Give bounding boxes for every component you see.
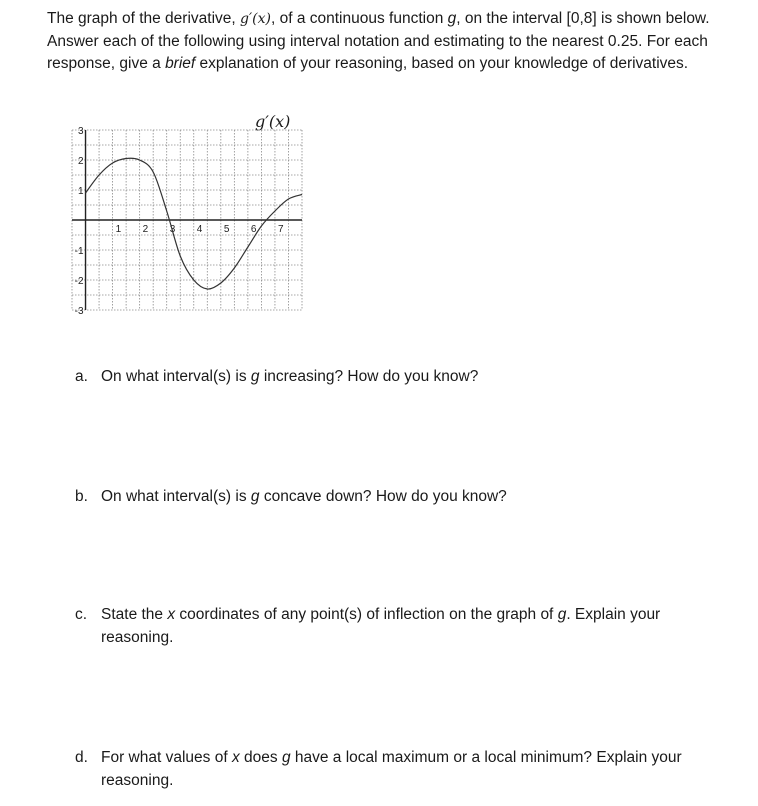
question-a-label: a. [75,368,88,385]
y-tick-label: 2 [77,156,84,167]
y-tick-label: -2 [74,276,84,287]
x-tick-label: 5 [223,224,230,235]
question-b-text: On what interval(s) is g concave down? How do you know? [101,488,507,505]
x-tick-label: 3 [169,224,176,235]
function-g: g [447,10,457,27]
y-tick-label: 3 [77,126,84,137]
derivative-notation: g′(x) [240,11,271,27]
intro-text-2: , of a continuous function [270,10,444,27]
y-tick-label: 1 [77,186,84,197]
problem-intro [47,8,747,76]
y-tick-label: -3 [74,306,84,317]
question-b-label: b. [75,488,88,505]
x-tick-label: 4 [196,224,203,235]
brief-emphasis: brief [165,55,196,72]
question-c-text: State the x coordinates of any point(s) of inflection on the graph of g. Explain your reasoning. [101,606,661,646]
x-tick-label: 2 [142,224,149,235]
intro-text-4: explanation of your reasoning, based on your knowledge of derivatives. [199,55,689,72]
question-a-text: On what interval(s) is g increasing? How do you know? [101,368,479,385]
x-tick-label: 1 [115,224,122,235]
intro-text-1: The graph of the derivative, [47,10,236,27]
question-c-label: c. [75,606,88,623]
question-d-label: d. [75,749,88,766]
chart-title: g′(x) [255,112,291,131]
x-tick-label: 6 [250,224,257,235]
chart-svg [52,110,312,325]
question-d-text: For what values of x does g have a local maximum or a local minimum? Explain your reasoning. [101,749,682,789]
x-tick-label: 7 [277,224,284,235]
derivative-graph [52,110,312,325]
y-tick-label: -1 [74,246,84,257]
intro-text-3: , on the interval [0,8] is shown below. Answer each of the following using interval notation and estimating to the nearest 0.25. For each response, give a [47,10,710,72]
